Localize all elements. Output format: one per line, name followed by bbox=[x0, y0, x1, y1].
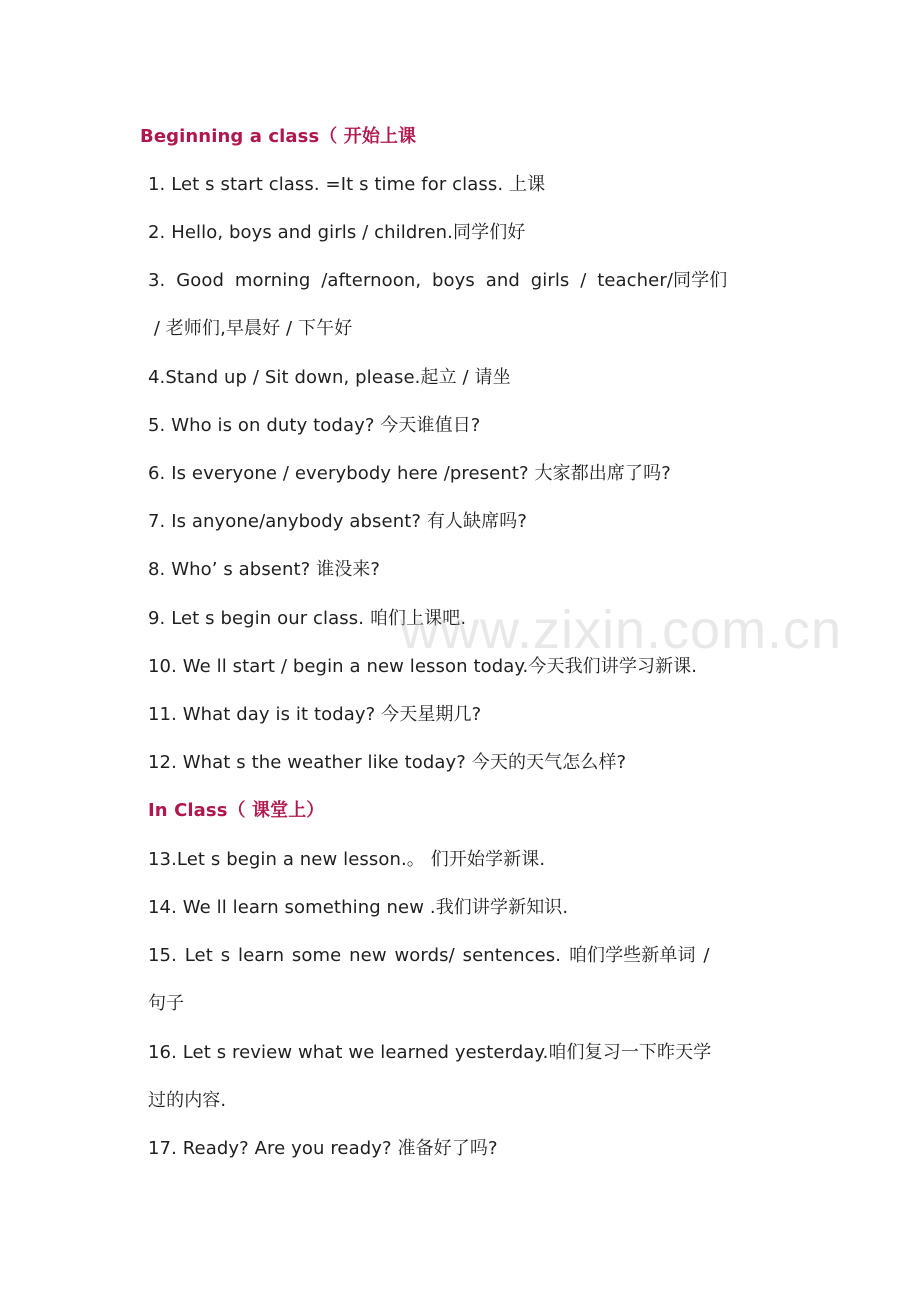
phrase-line: 5. Who is on duty today? 今天谁值日? bbox=[148, 415, 481, 436]
phrase-line: 9. Let s begin our class. 咱们上课吧. bbox=[148, 608, 467, 629]
phrase-line: 10. We ll start / begin a new lesson today.今天我们讲学习新课. bbox=[148, 656, 698, 677]
watermark: www.zixin.com.cn bbox=[400, 600, 843, 660]
phrase-line: 15. Let s learn some new words/ sentences. 咱们学些新单词 / bbox=[148, 945, 710, 966]
phrase-line: 16. Let s review what we learned yesterday.咱们复习一下昨天学 bbox=[148, 1042, 712, 1063]
phrase-line-continuation: 句子 bbox=[148, 993, 185, 1014]
phrase-line: 12. What s the weather like today? 今天的天气怎么样? bbox=[148, 752, 627, 773]
section-heading-in-class: In Class（ 课堂上） bbox=[148, 800, 325, 821]
phrase-line: 8. Who’ s absent? 谁没来? bbox=[148, 559, 381, 580]
phrase-line: 13.Let s begin a new lesson.。 们开始学新课. bbox=[148, 849, 546, 870]
phrase-line-continuation: 过的内容. bbox=[148, 1090, 227, 1111]
phrase-line: 3. Good morning /afternoon, boys and girls / teacher/同学们 bbox=[148, 270, 728, 291]
phrase-line: 11. What day is it today? 今天星期几? bbox=[148, 704, 482, 725]
phrase-line: 4.Stand up / Sit down, please.起立 / 请坐 bbox=[148, 367, 511, 388]
phrase-line: 2. Hello, boys and girls / children.同学们好 bbox=[148, 222, 526, 243]
phrase-line-continuation: / 老师们,早晨好 / 下午好 bbox=[148, 318, 353, 339]
phrase-line: 1. Let s start class. =It s time for class. 上课 bbox=[148, 174, 546, 195]
phrase-line: 17. Ready? Are you ready? 准备好了吗? bbox=[148, 1138, 498, 1159]
phrase-line: 6. Is everyone / everybody here /present? 大家都出席了吗? bbox=[148, 463, 671, 484]
phrase-line: 7. Is anyone/anybody absent? 有人缺席吗? bbox=[148, 511, 527, 532]
phrase-line: 14. We ll learn something new .我们讲学新知识. bbox=[148, 897, 569, 918]
section-heading-beginning: Beginning a class（ 开始上课 bbox=[140, 126, 417, 147]
